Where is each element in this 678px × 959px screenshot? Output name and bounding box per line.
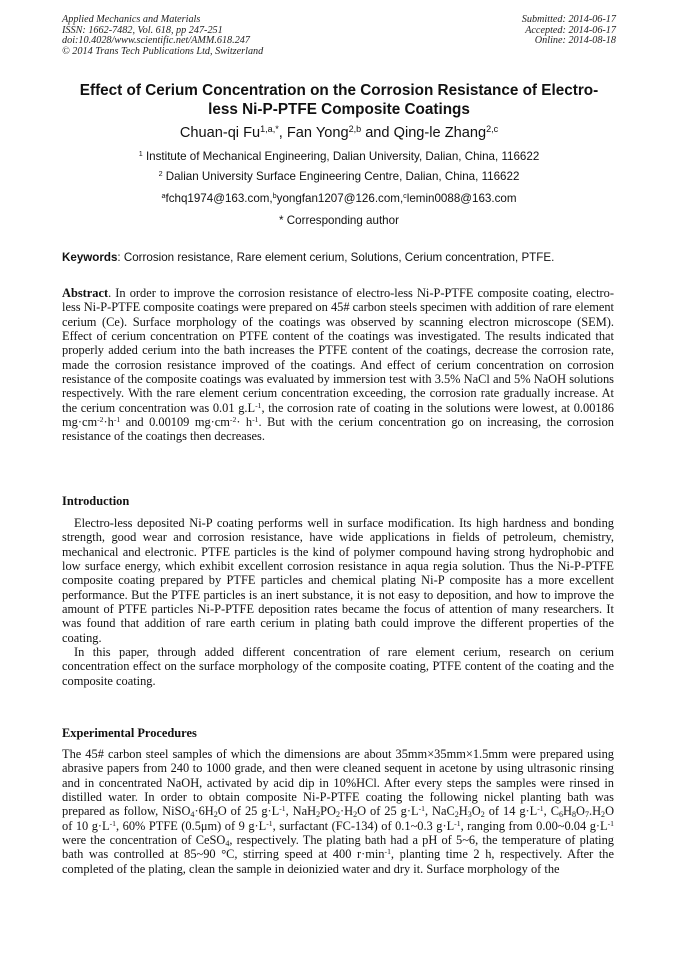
- author-1-sup: 1,a,*: [260, 124, 279, 135]
- keywords-text: : Corrosion resistance, Rare element cerium, Solutions, Cerium concentration, PTFE.: [117, 251, 555, 264]
- experimental-text: , NaH: [285, 804, 317, 819]
- experimental-text: .H: [588, 804, 602, 819]
- section-heading-experimental: Experimental Procedures: [62, 726, 197, 740]
- section-heading-introduction: Introduction: [62, 494, 130, 508]
- superscript: -1: [537, 804, 544, 814]
- experimental-text: , respectively. The plating bath had a pH of 5~6, the temperature of plating bath was controlled at 85~90 °C, stirring speed at 400 r·min: [62, 833, 614, 862]
- subscript: 2: [601, 810, 606, 820]
- subscript: 2: [454, 810, 459, 820]
- abstract-text: , the corrosion rate of coating in the solutions were lowest, at 0.00186 mg·cm: [62, 400, 614, 430]
- experimental-text: H: [458, 804, 468, 819]
- journal-header-right: [522, 15, 616, 47]
- email-c-sup: c: [403, 191, 407, 201]
- superscript: -1: [384, 847, 391, 857]
- experimental-text: O of 25 g·L: [217, 804, 280, 819]
- corresponding-author-note: * Corresponding author: [279, 214, 399, 227]
- experimental-text: , surfactant (FC-134) of 0.1~0.3 g·L: [272, 818, 455, 833]
- abstract-sup: -2: [97, 414, 104, 424]
- abstract-label: Abstract: [62, 286, 109, 300]
- journal-copyright: © 2014 Trans Tech Publications Ltd, Switzerland: [62, 45, 264, 57]
- abstract-text: · h: [236, 415, 253, 430]
- journal-name: Applied Mechanics and Materials: [62, 14, 201, 25]
- author-emails: [0, 192, 678, 206]
- experimental-text: of 14 g·L: [484, 804, 538, 819]
- experimental-text: ·H: [340, 804, 354, 819]
- journal-issn: ISSN: 1662-7482, Vol. 618, pp 247-251: [62, 24, 223, 36]
- subscript: 2: [480, 810, 485, 820]
- experimental-text: H: [563, 804, 572, 819]
- superscript: -1: [266, 818, 273, 828]
- keywords-label: Keywords: [62, 251, 118, 264]
- experimental-text: , 60% PTFE (0.5μm) of 9 g·L: [116, 818, 267, 833]
- experimental-text: , planting time 2 h, respectively. After the completed of the plating, clean the sample in deionizied water and dry it. Surface morphology of the: [62, 847, 614, 876]
- affiliation-2-text: Dalian University Surface Engineering Centre, Dalian, China, 116622: [162, 170, 520, 183]
- superscript: -1: [109, 818, 117, 828]
- affiliation-1-number: 1: [138, 149, 143, 159]
- abstract-text: . In order to improve the corrosion resistance of electro-less Ni-P-PTFE composite coating, electro-less Ni-P-PTFE composite coatings were prepared on 45# carbon steels specimen with addition of rare element cerium (Ce). Surface morphology of the coatings was observed by scanning electron microscope (SEM). Effect of cerium concentration on PTFE content of the coatings was investigated. The results indicated that properly added cerium into the bath increases the PTFE content of the coatings, decrease the corrosion rate, made the corrosion resistance improved of the coatings. And effect of cerium concentration on corrosion resistance of the composite coatings was evaluated by immersion test with 3.5% NaCl and 5% NaOH solutions respectively. With the rare element cerium concentration exceeding, the corrosion rate gradually increase. At the cerium concentration was 0.01 g.L: [62, 286, 614, 415]
- subscript: 2: [316, 810, 321, 820]
- experimental-text: O of 25 g·L: [357, 804, 419, 819]
- experimental-text: were the concentration of CeSO: [62, 833, 226, 848]
- abstract: [62, 286, 614, 444]
- experimental-text: , NaC: [424, 804, 455, 819]
- affiliation-1-text: Institute of Mechanical Engineering, Dalian University, Dalian, China, 116622: [142, 150, 540, 163]
- experimental-text: , ranging from 0.00~0.04 g·L: [460, 818, 608, 833]
- introduction-paragraph-2: In this paper, through added different concentration of rare element cerium, research on cerium concentration effect on the surface morphology of the composite coating, PTFE content of the coating and the composite coating.: [62, 645, 614, 688]
- subscript: 2: [335, 810, 340, 820]
- title-line-1: Effect of Cerium Concentration on the Corrosion Resistance of Electro-: [79, 82, 599, 99]
- subscript: 8: [571, 810, 576, 820]
- abstract-text: . But with the cerium concentration go on increasing, the corrosion resistance of the coatings then decreases.: [62, 415, 614, 444]
- author-2: , Fan Yong: [278, 125, 349, 141]
- subscript: 2: [353, 810, 358, 820]
- superscript: -1: [418, 804, 425, 814]
- abstract-sup: -2: [229, 414, 237, 424]
- experimental-text: O of 10 g·L: [62, 804, 615, 833]
- email-b-sup: b: [272, 191, 277, 201]
- introduction-paragraph-1: Electro-less deposited Ni-P coating performs well in surface modification. Its high hardness and bonding strength, good wear and corrosion resistance, have wide applications in fields of petroleum, chemistry, mechanical and electronic. PTFE particles is the kind of polymer compound having strong hydrophobic and low surface energy, which exhibit excellent corrosion resistance in aqua regia solution. Thus the Ni-P-PTFE composite coating prepared by PTFE particles and chemical plating Ni-P composite has a more excellent performance. But the PTFE particles is an inert substance, it is not easy to deposition, and how to improve the amount of PTFE particles Ni-P-PTFE deposition rates became the focus of attention of many researchers. It was found that addition of rare earth cerium in plating bath could improve the different properties of the coating.: [62, 516, 614, 645]
- online-date: Online: 2014-08-18: [534, 35, 616, 47]
- author-list: [0, 124, 678, 142]
- superscript: -1: [279, 804, 286, 814]
- experimental-text: The 45# carbon steel samples of which the dimensions are about 35mm×35mm×1.5mm were prepared using abrasive papers from 240 to 1000 grade, and then were cleaned sequent in acetone by using ultrasonic rinsing and in concentrated NaOH, activated by acid dip in 10%HCl. After every steps the samples were rinsed in distilled water. In order to obtain composite Ni-P-PTFE coating the following nickel planting bath was prepared as follow, NiSO: [62, 747, 614, 819]
- journal-doi: doi:10.4028/www.scientific.net/AMM.618.247: [62, 35, 250, 47]
- paper-title: [50, 81, 628, 119]
- experimental-body: [62, 747, 614, 876]
- accepted-date: Accepted: 2014-06-17: [525, 24, 616, 36]
- abstract-text: and 0.00109 mg·cm: [120, 415, 230, 430]
- author-2-sup: 2,b: [348, 124, 362, 135]
- affiliation-2-number: 2: [158, 169, 163, 179]
- introduction-body: [62, 516, 614, 688]
- email-a[interactable]: fchq1974@163.com,: [165, 192, 273, 205]
- author-1: Chuan-qi Fu: [179, 125, 261, 141]
- abstract-text: ·h: [103, 415, 114, 430]
- superscript: -1: [454, 818, 461, 828]
- experimental-text: O: [471, 804, 481, 819]
- experimental-text: O: [576, 804, 585, 819]
- subscript: 6: [558, 810, 564, 820]
- abstract-sup: -1: [252, 414, 259, 424]
- email-b[interactable]: yongfan1207@126.com,: [276, 192, 404, 205]
- author-3: and Qing-le Zhang: [361, 125, 487, 141]
- abstract-sup: -1: [255, 400, 262, 410]
- keywords: [62, 251, 622, 265]
- email-c[interactable]: lemin0088@163.com: [406, 192, 517, 205]
- subscript: 4: [225, 839, 230, 849]
- subscript: 4: [190, 810, 195, 820]
- email-a-sup: a: [161, 191, 166, 201]
- experimental-text: PO: [320, 804, 336, 819]
- abstract-sup: -1: [113, 414, 121, 424]
- experimental-text: ·6H: [194, 804, 214, 819]
- experimental-text: , C: [543, 804, 559, 819]
- subscript: 7: [584, 810, 589, 820]
- title-line-2: less Ni-P-PTFE Composite Coatings: [208, 101, 470, 118]
- submitted-date: Submitted: 2014-06-17: [521, 14, 616, 25]
- subscript: 2: [213, 810, 218, 820]
- affiliation-1: [0, 150, 678, 164]
- author-3-sup: 2,c: [486, 124, 499, 135]
- affiliation-2: [0, 170, 678, 184]
- journal-header-left: [62, 15, 263, 57]
- subscript: 3: [467, 810, 472, 820]
- superscript: -1: [607, 818, 614, 828]
